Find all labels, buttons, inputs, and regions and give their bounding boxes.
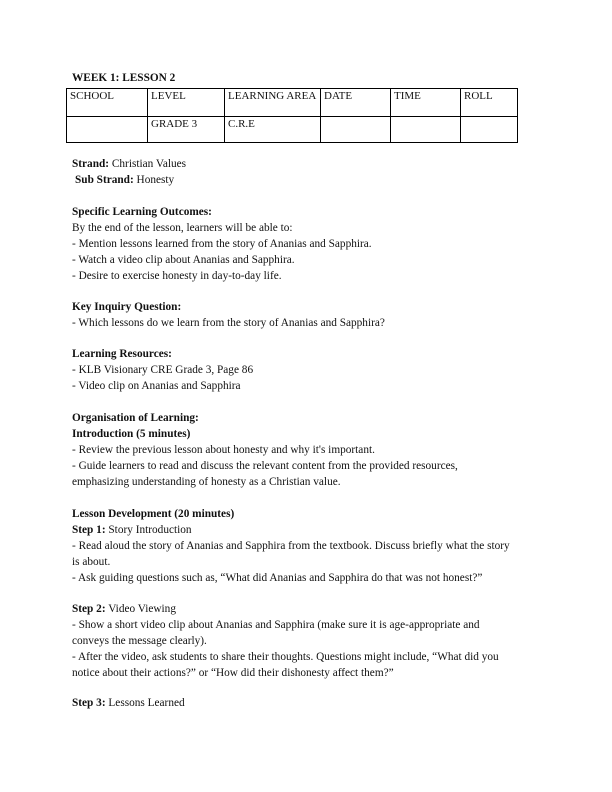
text-line: - Guide learners to read and discuss the relevant content from the provided resources,	[72, 460, 458, 472]
text-line: - Read aloud the story of Ananias and Sapphira from the textbook. Discuss briefly what the story	[72, 540, 510, 552]
step-title: Video Viewing	[105, 603, 176, 615]
text-line: is about.	[72, 556, 111, 568]
subsection-heading: Introduction (5 minutes)	[72, 428, 191, 440]
text-line: By the end of the lesson, learners will be able to:	[72, 222, 293, 234]
text-line: - Desire to exercise honesty in day-to-day life.	[72, 270, 282, 282]
section-heading: Key Inquiry Question:	[72, 301, 182, 313]
section-heading: Lesson Development (20 minutes)	[72, 508, 235, 520]
cell-level: GRADE 3	[148, 117, 225, 143]
text-line: - KLB Visionary CRE Grade 3, Page 86	[72, 364, 254, 376]
header-level: LEVEL	[148, 89, 225, 117]
strand-value: Christian Values	[109, 158, 187, 170]
section-heading: Learning Resources:	[72, 348, 172, 360]
table-header-row	[67, 89, 518, 117]
text-line: notice about their actions?” or “How did their dishonesty affect them?”	[72, 667, 394, 679]
text-line: - Mention lessons learned from the story of Ananias and Sapphira.	[72, 238, 372, 250]
sub-strand-value: Honesty	[133, 174, 175, 186]
text-line: - Ask guiding questions such as, “What did Ananias and Sapphira do that was not honest?”	[72, 572, 483, 584]
cell-school	[67, 117, 148, 143]
step3-section	[72, 695, 185, 711]
text-line: - After the video, ask students to share their thoughts. Questions might include, “What did you	[72, 651, 499, 663]
step-title: Lessons Learned	[105, 697, 185, 709]
step-label: Step 2:	[72, 603, 106, 615]
text-line: - Video clip on Ananias and Sapphira	[72, 380, 241, 392]
inquiry-section	[72, 299, 385, 331]
lesson-title: WEEK 1: LESSON 2	[72, 72, 176, 84]
cell-date	[321, 117, 391, 143]
step-label: Step 1:	[72, 524, 106, 536]
text-line: - Review the previous lesson about honesty and why it's important.	[72, 444, 375, 456]
lesson-info-table	[66, 88, 518, 143]
step2-section	[72, 601, 499, 681]
section-heading: Specific Learning Outcomes:	[72, 206, 212, 218]
step-title: Story Introduction	[105, 524, 192, 536]
header-school: SCHOOL	[67, 89, 148, 117]
header-roll: ROLL	[461, 89, 518, 117]
text-line: - Watch a video clip about Ananias and Sapphira.	[72, 254, 295, 266]
cell-time	[391, 117, 461, 143]
development-section	[72, 506, 510, 586]
cell-roll	[461, 117, 518, 143]
resources-section	[72, 346, 253, 394]
text-line: - Which lessons do we learn from the story of Ananias and Sapphira?	[72, 317, 385, 329]
strand-label: Strand:	[72, 158, 110, 170]
text-line: - Show a short video clip about Ananias and Sapphira (make sure it is age-appropriate and	[72, 619, 480, 631]
header-learning-area: LEARNING AREA	[225, 89, 321, 117]
text-line: emphasizing understanding of honesty as a Christian value.	[72, 476, 341, 488]
header-time: TIME	[391, 89, 461, 117]
cell-learning-area: C.R.E	[225, 117, 321, 143]
strand	[72, 156, 186, 188]
section-heading: Organisation of Learning:	[72, 412, 199, 424]
step-label: Step 3:	[72, 697, 106, 709]
header-date: DATE	[321, 89, 391, 117]
text-line: conveys the message clearly).	[72, 635, 207, 647]
learning-outcomes-section	[72, 204, 372, 284]
sub-strand-label: Sub Strand:	[75, 174, 134, 186]
table-row	[67, 117, 518, 143]
organisation-section	[72, 410, 458, 490]
